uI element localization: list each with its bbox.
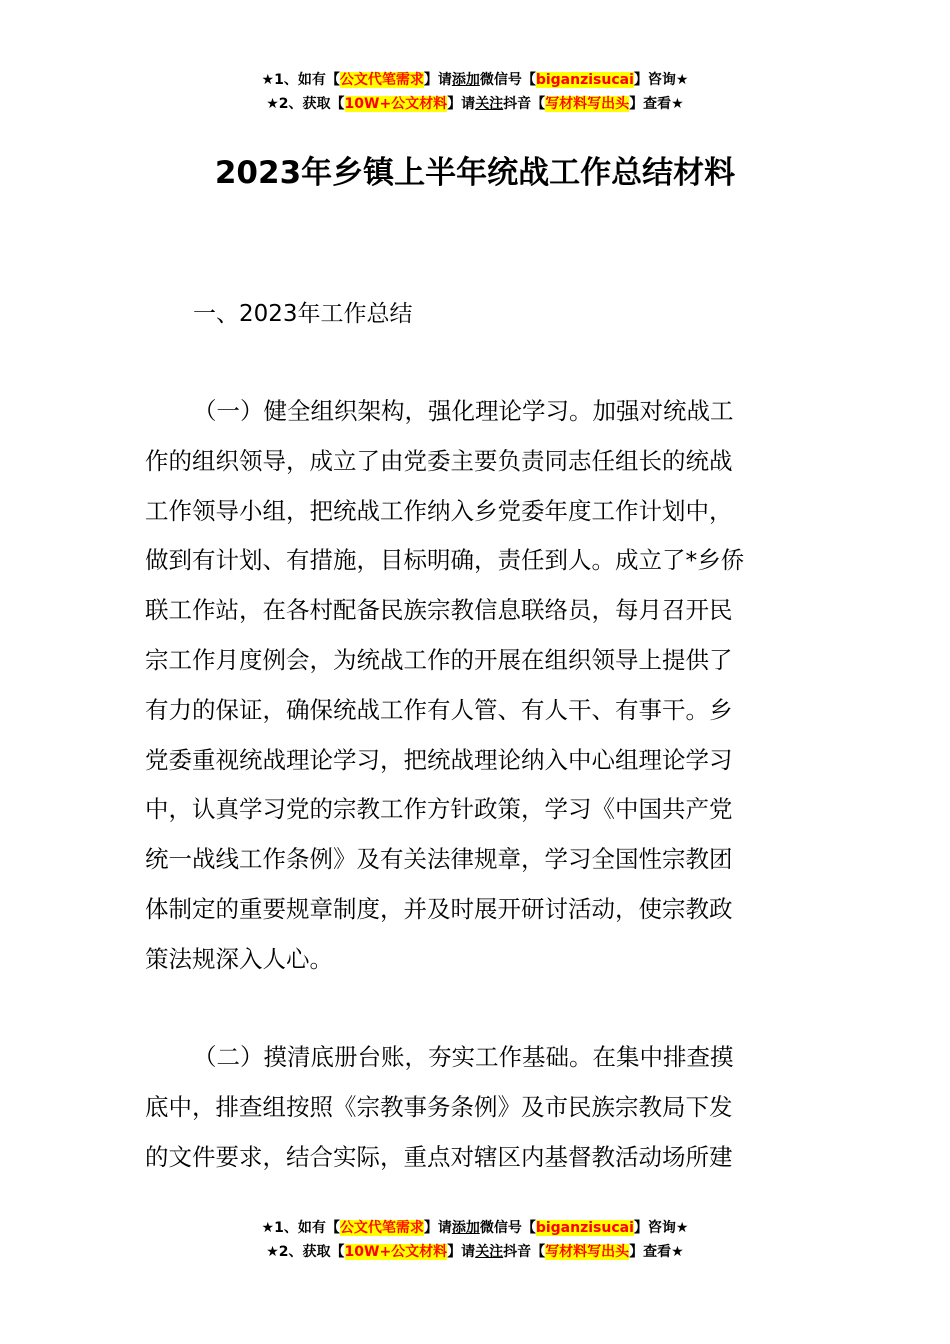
promo-highlight-ghostwriting: 公文代笔需求 [339, 72, 424, 88]
section-heading: 一、2023年工作总结 [193, 301, 413, 327]
promo-line-1: ★1、如有【公文代笔需求】请添加微信号【biganzisucai】咨询★ [261, 1220, 689, 1236]
promo-highlight-wechat-id: biganzisucai [535, 72, 634, 88]
paragraph-line: 有力的保证，确保统战工作有人管、有人干、有事干。乡 [145, 695, 733, 724]
paragraph-line: 策法规深入人心。 [145, 944, 333, 973]
paragraph-2 [145, 1033, 815, 1182]
paragraph-line: 中，认真学习党的宗教工作方针政策，学习《中国共产党 [145, 795, 733, 824]
footer-promo-banner [0, 1216, 950, 1264]
promo-highlight-douyin: 写材料写出头 [545, 1244, 630, 1260]
paragraph-line: 作的组织领导，成立了由党委主要负责同志任组长的统战 [145, 446, 733, 475]
promo-highlight-ghostwriting: 公文代笔需求 [339, 1220, 424, 1236]
promo-line-2: ★2、获取【10W+公文材料】请关注抖音【写材料写出头】查看★ [266, 96, 684, 112]
paragraph-line: 做到有计划、有措施，目标明确，责任到人。成立了*乡侨 [145, 546, 745, 575]
promo-highlight-materials: 10W+公文材料 [344, 1244, 448, 1260]
promo-highlight-materials: 10W+公文材料 [344, 96, 448, 112]
paragraph-line: 工作领导小组，把统战工作纳入乡党委年度工作计划中， [145, 496, 733, 525]
paragraph-line: 统一战线工作条例》及有关法律规章，学习全国性宗教团 [145, 845, 733, 874]
paragraph-line: （二）摸清底册台账，夯实工作基础。在集中排查摸 [193, 1043, 734, 1071]
paragraph-line: 党委重视统战理论学习，把统战理论纳入中心组理论学习 [145, 745, 733, 774]
paragraph-line: （一）健全组织架构，强化理论学习。加强对统战工 [193, 397, 734, 425]
paragraph-line: 的文件要求，结合实际，重点对辖区内基督教活动场所建 [145, 1142, 733, 1171]
paragraph-line: 联工作站，在各村配备民族宗教信息联络员，每月召开民 [145, 596, 733, 625]
promo-line-1: ★1、如有【公文代笔需求】请添加微信号【biganzisucai】咨询★ [261, 72, 689, 88]
paragraph-line: 底中，排查组按照《宗教事务条例》及市民族宗教局下发 [145, 1092, 733, 1121]
promo-line-2: ★2、获取【10W+公文材料】请关注抖音【写材料写出头】查看★ [266, 1244, 684, 1260]
paragraph-line: 体制定的重要规章制度，并及时展开研讨活动，使宗教政 [145, 894, 733, 923]
paragraph-line: 宗工作月度例会，为统战工作的开展在组织领导上提供了 [145, 645, 733, 674]
header-promo-banner [0, 68, 950, 116]
paragraph-1 [145, 387, 815, 985]
promo-highlight-wechat-id: biganzisucai [535, 1220, 634, 1236]
document-title: 2023年乡镇上半年统战工作总结材料 [214, 155, 736, 191]
promo-highlight-douyin: 写材料写出头 [545, 96, 630, 112]
